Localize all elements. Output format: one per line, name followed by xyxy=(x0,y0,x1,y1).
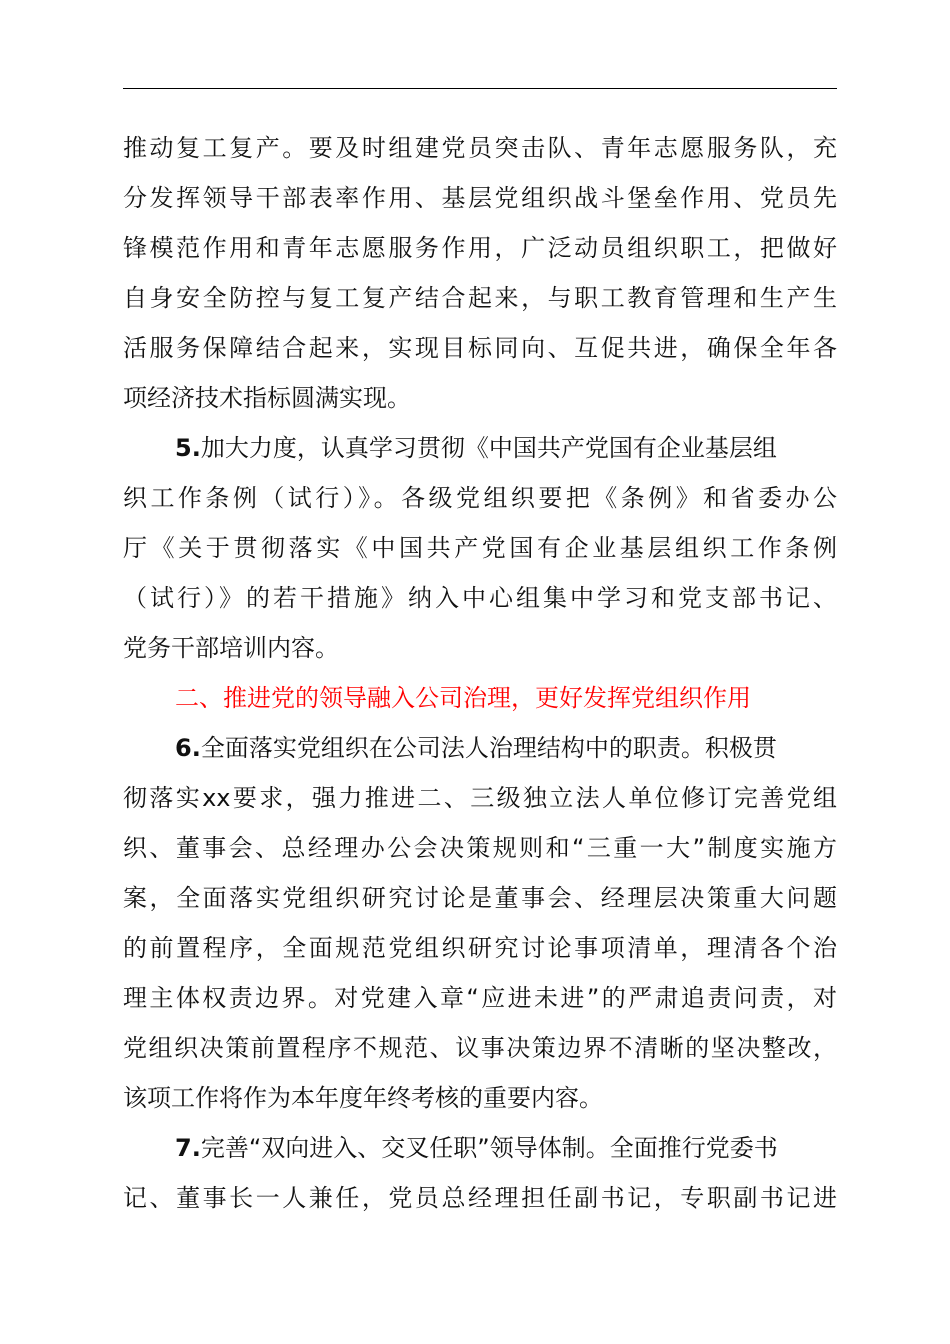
header-rule xyxy=(123,88,837,89)
item-number: 5. xyxy=(175,434,201,462)
text-line: 分发挥领导干部表率作用、基层党组织战斗堡垒作用、党员先 xyxy=(123,184,837,212)
paragraph-first-line xyxy=(123,1123,837,1173)
text-line: 的前置程序，全面规范党组织研究讨论事项清单，理清各个治 xyxy=(123,934,837,962)
text-line: 记、董事长一人兼任，党员总经理担任副书记，专职副书记进 xyxy=(123,1184,837,1212)
section-heading: 二、推进党的领导融入公司治理，更好发挥党组织作用 xyxy=(175,684,751,712)
text-line: 加大力度，认真学习贯彻《中国共产党国有企业基层组 xyxy=(200,434,777,462)
text-line: 党务干部培训内容。 xyxy=(123,634,339,662)
text-line: 厅《关于贯彻落实《中国共产党国有企业基层组织工作条例 xyxy=(123,534,837,562)
text-line: 案，全面落实党组织研究讨论是董事会、经理层决策重大问题 xyxy=(123,884,837,912)
text-line: 织、董事会、总经理办公会决策规则和“三重一大”制度实施方 xyxy=(123,834,837,862)
text-line: 理主体权责边界。对党建入章“应进未进”的严肃追责问责，对 xyxy=(123,984,837,1012)
document-body xyxy=(123,123,837,1223)
text-line: 锋模范作用和青年志愿服务作用，广泛动员组织职工，把做好 xyxy=(123,234,837,262)
text-line: 推动复工复产。要及时组建党员突击队、青年志愿服务队，充 xyxy=(123,134,837,162)
text-line: 织工作条例（试行）》。各级党组织要把《条例》和省委办公 xyxy=(123,484,837,512)
item-number: 6. xyxy=(175,734,201,762)
text-line: 党组织决策前置程序不规范、议事决策边界不清晰的坚决整改， xyxy=(123,1034,837,1062)
text-line: （试行）》的若干措施》纳入中心组集中学习和党支部书记、 xyxy=(123,584,837,612)
text-line: 项经济技术指标圆满实现。 xyxy=(123,384,411,412)
text-line: 完善“双向进入、交叉任职”领导体制。全面推行党委书 xyxy=(200,1134,778,1162)
paragraph-first-line xyxy=(123,423,837,473)
item-number: 7. xyxy=(175,1134,201,1162)
text-line: 彻落实xx要求，强力推进二、三级独立法人单位修订完善党组 xyxy=(123,784,837,812)
text-line: 该项工作将作为本年度年终考核的重要内容。 xyxy=(123,1084,603,1112)
text-line: 自身安全防控与复工复产结合起来，与职工教育管理和生产生 xyxy=(123,284,837,312)
text-line: 全面落实党组织在公司法人治理结构中的职责。积极贯 xyxy=(200,734,777,762)
text-line: 活服务保障结合起来，实现目标同向、互促共进，确保全年各 xyxy=(123,334,837,362)
paragraph-first-line xyxy=(123,723,837,773)
